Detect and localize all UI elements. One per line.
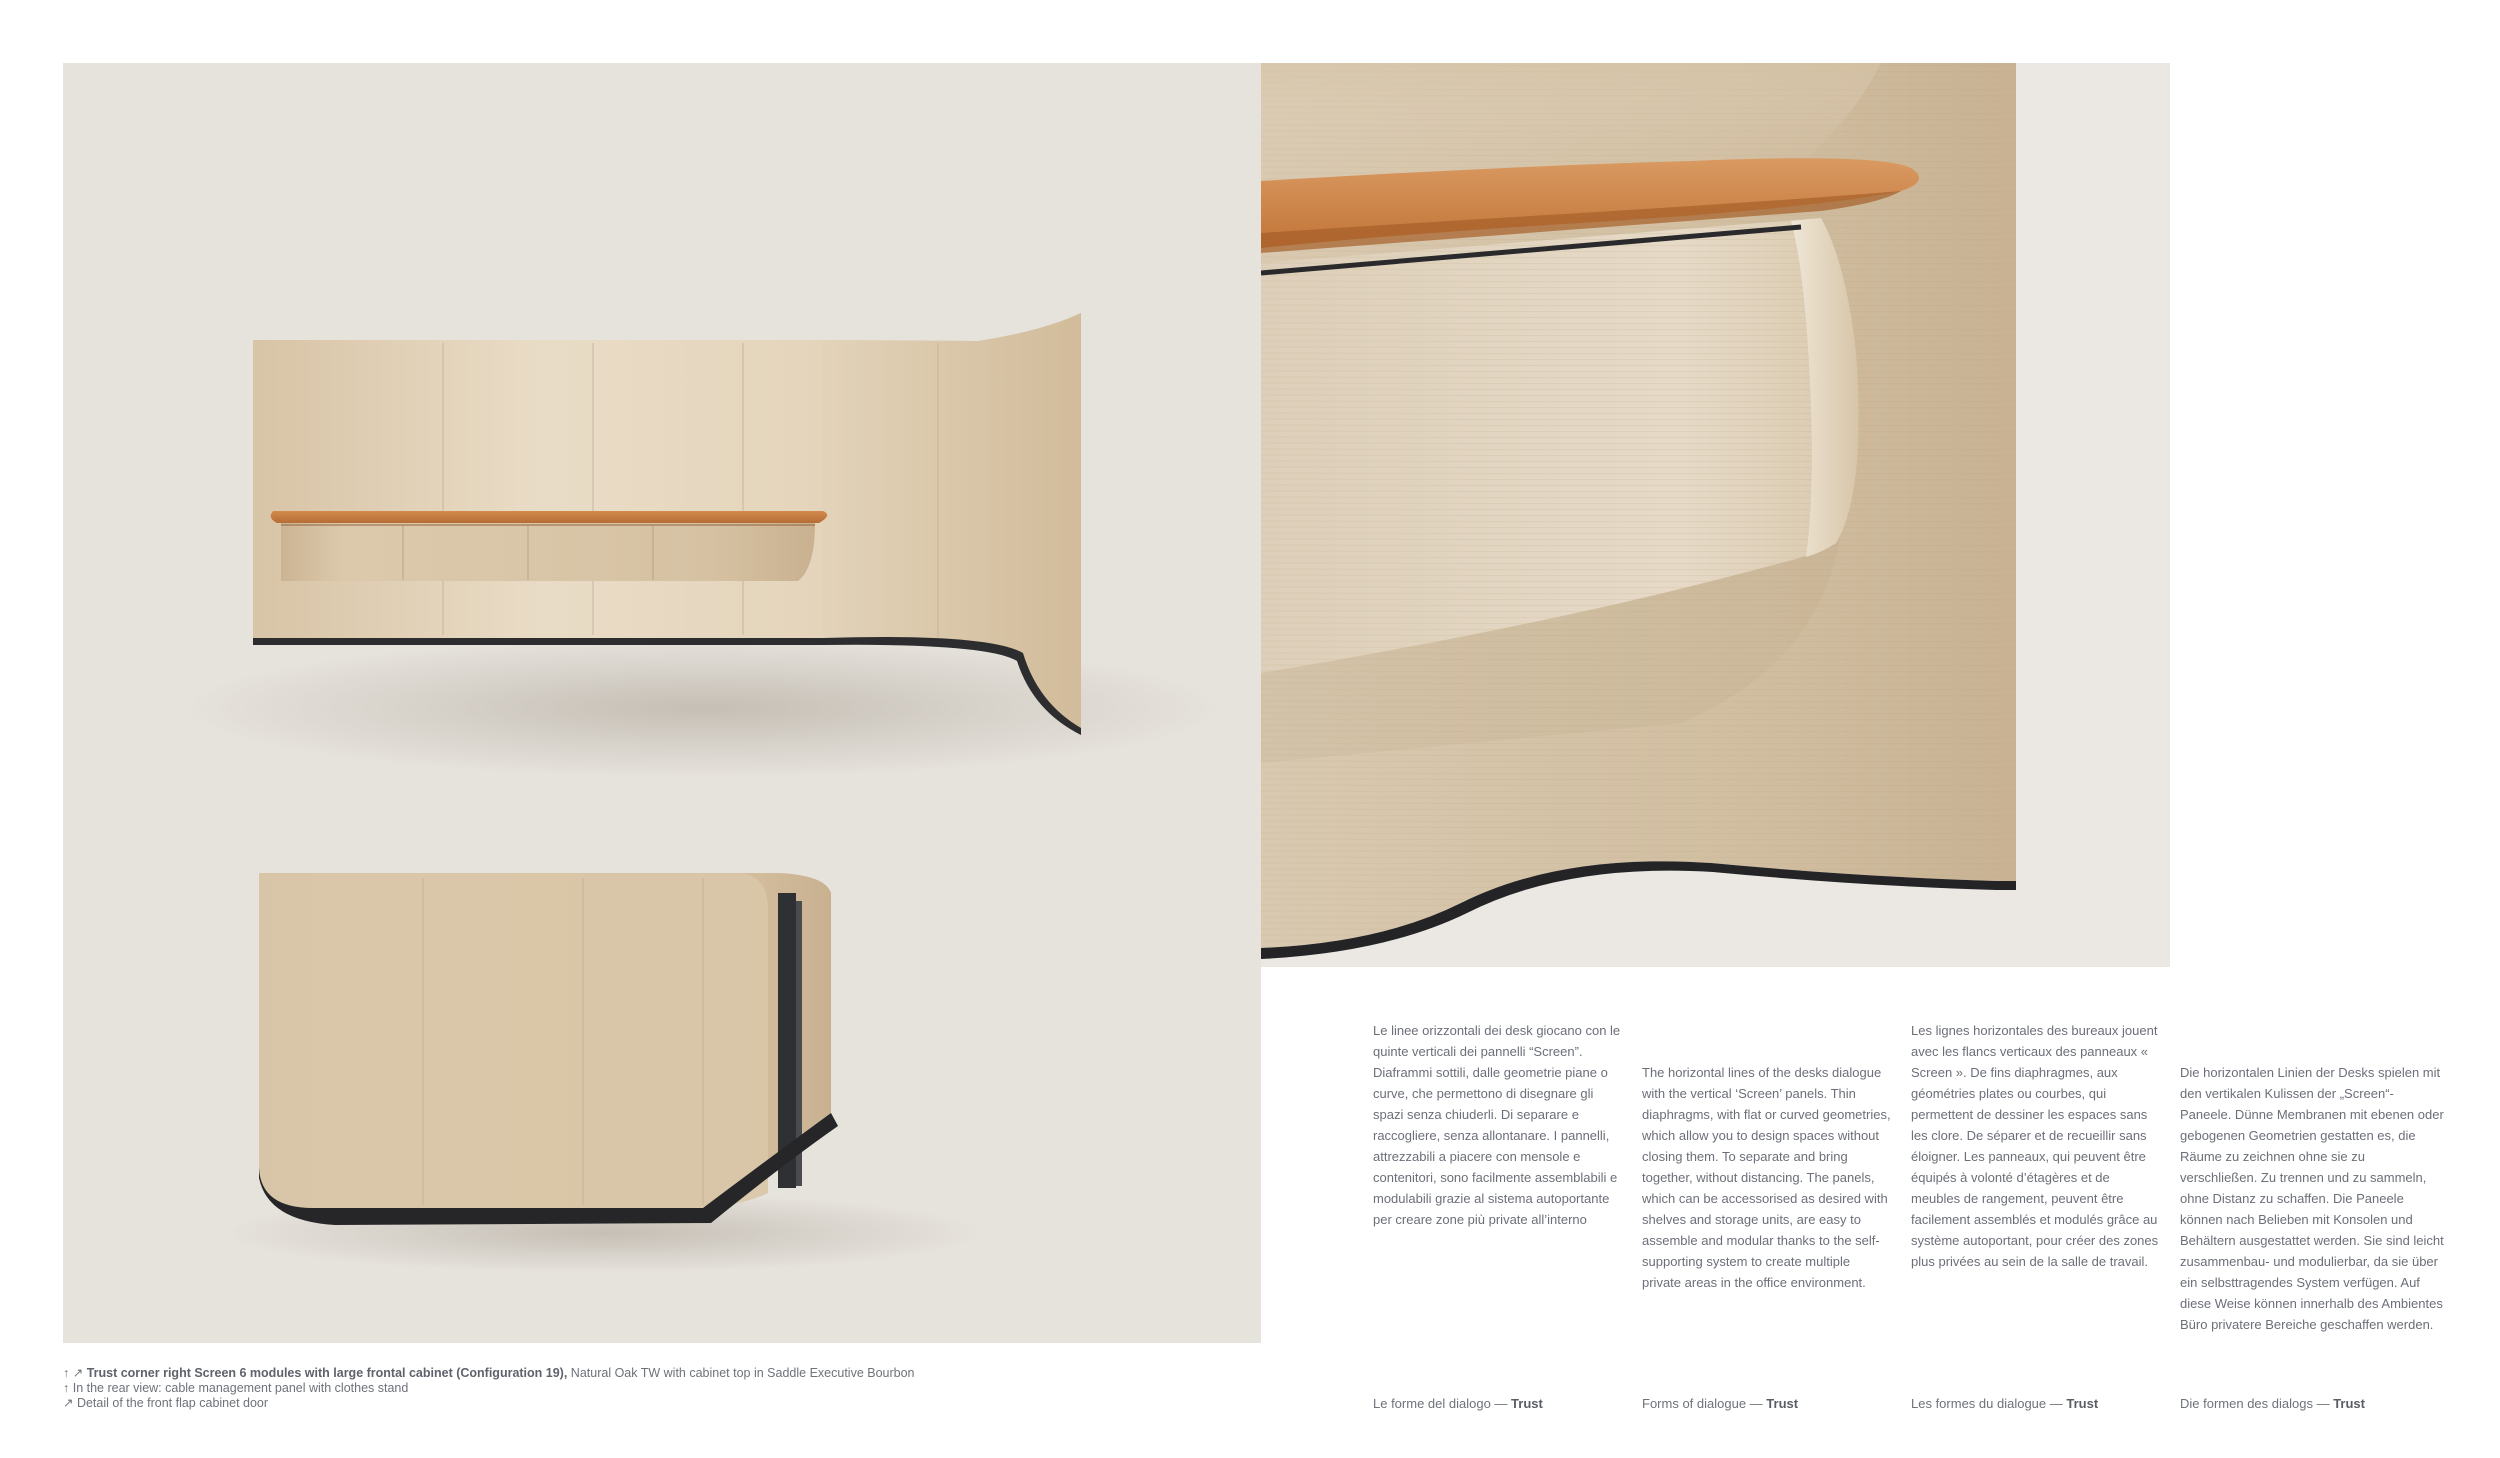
product-photo-left bbox=[63, 63, 1261, 1343]
footer-english-label: Forms of dialogue — bbox=[1642, 1396, 1767, 1411]
footer-german bbox=[2180, 1396, 2365, 1411]
image-caption bbox=[63, 1366, 1253, 1411]
footer-italian bbox=[1373, 1396, 1543, 1411]
caption-arrows: ↑ ↗ bbox=[63, 1366, 84, 1380]
rear-view-figure bbox=[259, 873, 838, 1225]
trust-screen-illustrations bbox=[63, 63, 1261, 1343]
caption-finish: Natural Oak TW with cabinet top in Saddle Executive Bourbon bbox=[567, 1366, 915, 1380]
footer-brand: Trust bbox=[2066, 1396, 2099, 1411]
footer-english bbox=[1642, 1396, 1798, 1411]
text-column-italian: Le linee orizzontali dei desk giocano con le quinte verticali dei pannelli “Screen”. Diaframmi sottili, dalle geometrie piane o curve, che permettono di disegnare gli spazi senza chiuderli. Di separare e raccogliere, senza allontanare. I pannelli, attrezzabili a piacere con mensole e contenitori, sono facilmente assemblabili e modulabili grazie al sistema autoportante per creare zone più private all’interno bbox=[1373, 1023, 1621, 1227]
footer-brand: Trust bbox=[1511, 1396, 1543, 1411]
caption-title: Trust corner right Screen 6 modules with large frontal cabinet (Configuration 19), bbox=[86, 1366, 568, 1380]
cabinet-detail-illustration bbox=[1261, 63, 2170, 967]
footer-italian-label: Le forme del dialogo — bbox=[1373, 1396, 1512, 1411]
footer-brand: Trust bbox=[1766, 1396, 1799, 1411]
footer-french-label: Les formes du dialogue — bbox=[1911, 1396, 2067, 1411]
caption-line-3: ↗ Detail of the front flap cabinet door bbox=[63, 1396, 269, 1410]
text-column-german: Die horizontalen Linien der Desks spielen mit den vertikalen Kulissen der „Screen“-Paneele. Dünne Membranen mit ebenen oder gebogenen Geometrien gestatten es, die Räume zu zeichnen ohne sie zu verschließen. Zu trennen und zu sammeln, ohne Distanz zu schaffen. Die Paneele können nach Belieben mit Konsolen und Behältern ausgestattet werden. Sie sind leicht zusammenbau- und modulierbar, da sie über ein selbsttragendes System verfügen. Auf diese Weise können innerhalb des Ambientes Büro privatere Bereiche geschaffen werden. bbox=[2180, 1065, 2444, 1332]
text-column-english: The horizontal lines of the desks dialogue with the vertical ‘Screen’ panels. Thin diaphragms, with flat or curved geometries, which allow you to design spaces without closing them. To separate and bring together, without distancing. The panels, which can be accessorised as desired with shelves and storage units, are easy to assemble and modular thanks to the self-supporting system to create multiple private areas in the office environment. bbox=[1642, 1065, 1891, 1290]
caption-line-1 bbox=[63, 1366, 1253, 1381]
product-photo-detail bbox=[1261, 63, 2170, 967]
caption-line-2: ↑ In the rear view: cable management panel with clothes stand bbox=[63, 1381, 409, 1395]
text-column-french: Les lignes horizontales des bureaux jouent avec les flancs verticaux des panneaux « Screen ». De fins diaphragmes, aux géométries plates ou courbes, qui permettent de dessiner les espaces sans les clore. De séparer et de recueillir sans éloigner. Les panneaux, qui peuvent être équipés à volonté d’étagères et de meubles de rangement, peuvent être facilement assemblés et modulés grâce au système autoportant, pour créer des zones plus privées au sein de la salle de travail. bbox=[1911, 1023, 2159, 1269]
footer-german-label: Die formen des dialogs — bbox=[2180, 1396, 2334, 1411]
footer-french bbox=[1911, 1396, 2098, 1411]
footer-brand: Trust bbox=[2333, 1396, 2365, 1411]
